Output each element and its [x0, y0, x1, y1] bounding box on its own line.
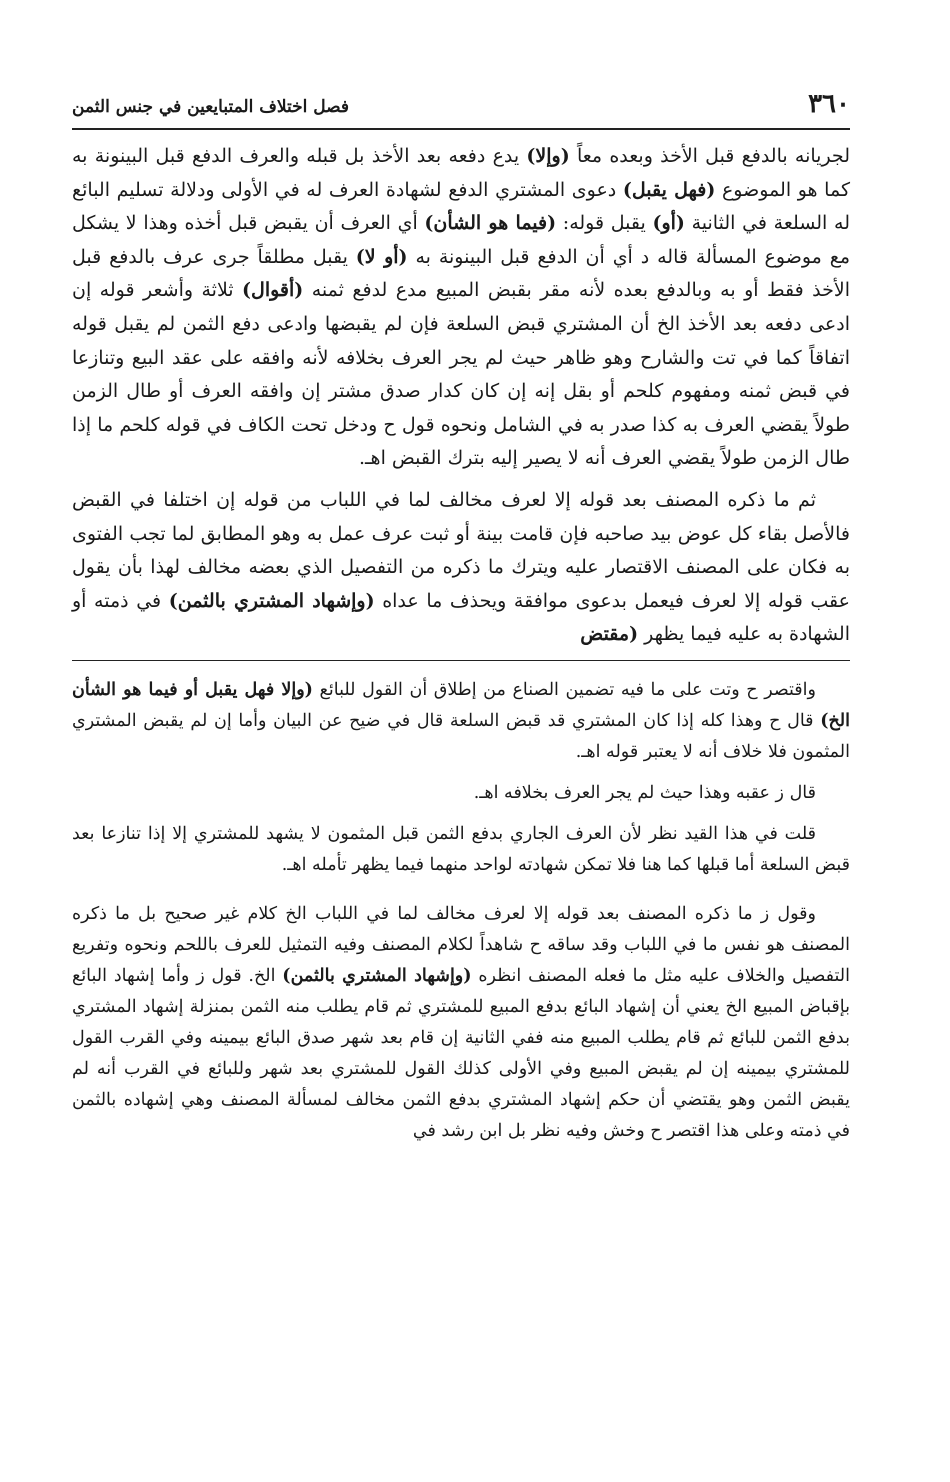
main-paragraph-1: لجريانه بالدفع قبل الأخذ وبعده معاً (وإلا) يدع دفعه بعد الأخذ بل قبله والعرف الدفع قبل البينونة به كما هو الموضوع (فهل يقبل) دعوى المشتري الدفع لشهادة العرف له في الأولى ودلالة تسليم البائع له السلعة في الثانية (أو) يقبل قوله: (فيما هو الشأن) أي العرف أن يقبض قبل أخذه وهذا لا يشكل مع موضوع المسألة قاله د أي أن الدفع قبل البينونة به (أو لا) يقبل مطلقاً جرى عرف بالدفع قبل الأخذ فقط أو به وبالدفع بعده لأنه مقر بقبض المبيع مدع لدفع ثمنه (أقوال) ثلاثة وأشعر قوله إن ادعى دفعه بعد الأخذ الخ أن المشتري قبض السلعة فإن لم يقبضها وادعى دفع الثمن لم يقبل قوله اتفاقاً كما في تت والشارح وهو ظاهر حيث لم يجر العرف بخلافه لأنه وافقه على عقد البيع وتنازعا في قبض ثمنه ومفهوم كلحم أو بقل إنه إن كان كدار صدق مشتر إن وافقه العرف أو طال الزمن طولاً يقضي العرف به كذا صدر به في الشامل ونحوه قول ح ودخل تحت الكاف في قوله كلحم ما إذا طال الزمن طولاً يقضي العرف أنه لا يصير إليه بترك القبض اهـ. — [72, 145, 851, 470]
running-title: فصل اختلاف المتبايعين في جنس الثمن — [72, 97, 350, 117]
note-paragraph-2: قال ز عقبه وهذا حيث لم يجر العرف بخلافه اهـ. — [473, 782, 816, 803]
lemma: (وإشهاد المشتري بالثمن) — [282, 965, 472, 986]
note-paragraph-4: وقول ز ما ذكره المصنف بعد قوله إلا لعرف مخالف لما في اللباب الخ كلام غير صحيح بل ما ذكره المصنف هو نفس ما في اللباب وقد ساقه ح شاهداً لكلام المصنف وفيه التمثيل للعرف باللحم ونحوه وتفريع التفصيل والخلاف عليه مثل ما فعله المصنف انظره (وإشهاد المشتري بالثمن) الخ. قول ز وأما إشهاد البائع بإقباض المبيع الخ يعني أن إشهاد البائع بدفع المبيع للمشتري ثم قام يطلب منه الثمن بمنزلة إشهاد المشتري بدفع الثمن للبائع ثم قام يطلب المبيع منه ففي الثانية إن قام بعد شهر صدق البائع بيمينه وفي القرب القول للمشتري بيمينه إن لم يقبض المبيع وفي الأولى كذلك القول للمشتري بعد شهر وللبائع في القرب أنه لم يقبض الثمن وهو يقتضي أن حكم إشهاد المشتري بدفع الثمن مخالف لمسألة المصنف وهي إشهاده بالثمن في ذمته وعلى هذا اقتصر ح وخش وفيه نظر بل ابن رشد في — [72, 903, 850, 1141]
note-paragraph-3: قلت في هذا القيد نظر لأن العرف الجاري بدفع الثمن قبل المثمون لا يشهد للمشتري إلا إذا تنازعا بعد قبض السلعة أما قبلها كما هنا فلا تمكن شهادته لواحد منهما فيما يظهر تأمله اهـ. — [72, 823, 850, 875]
lemma: (وإلا فهل يقبل أو فيما هو الشأن الخ) — [72, 679, 850, 731]
page-header — [72, 84, 850, 130]
footnotes — [72, 675, 850, 1147]
lemma: (فيما هو الشأن) — [424, 212, 557, 235]
lemma: (وإلا) — [526, 145, 570, 167]
lemma: (وإشهاد المشتري بالثمن) — [168, 589, 375, 612]
footnote-divider — [72, 660, 850, 661]
lemma: (أو) — [652, 212, 685, 235]
lemma: (مقتض — [580, 623, 639, 646]
lemma: (أو لا) — [355, 245, 408, 268]
book-page — [72, 84, 850, 1157]
page-number: ٣٦٠ — [808, 89, 850, 119]
main-paragraph-2: ثم ما ذكره المصنف بعد قوله إلا لعرف مخالف لما في اللباب من قوله إن اختلفا في القبض فالأصل بقاء كل عوض بيد صاحبه فإن قامت بينة أو ثبت عرف عمل به وهو المطابق لما تجب الفتوى به فكان على المصنف الاقتصار عليه ويترك ما ذكره من التفصيل الذي بعضه مخالف لهذا بأن يقول عقب قوله إلا لعرف فيعمل بدعوى موافقة ويحذف ما عداه (وإشهاد المشتري بالثمن) في ذمته أو الشهادة به عليه فيما يظهر (مقتض — [72, 488, 850, 646]
lemma: (فهل يقبل) — [622, 178, 716, 201]
main-text — [72, 140, 850, 652]
note-paragraph-1: واقتصر ح وتت على ما فيه تضمين الصناع من إطلاق أن القول للبائع (وإلا فهل يقبل أو فيما هو الشأن الخ) قال ح وهذا كله إذا كان المشتري قد قبض السلعة قال في ضيح عن البيان وأما إن لم يقبض المشتري المثمون فلا خلاف أنه لا يعتبر قوله اهـ. — [72, 679, 850, 762]
lemma: (أقوال) — [242, 279, 304, 302]
